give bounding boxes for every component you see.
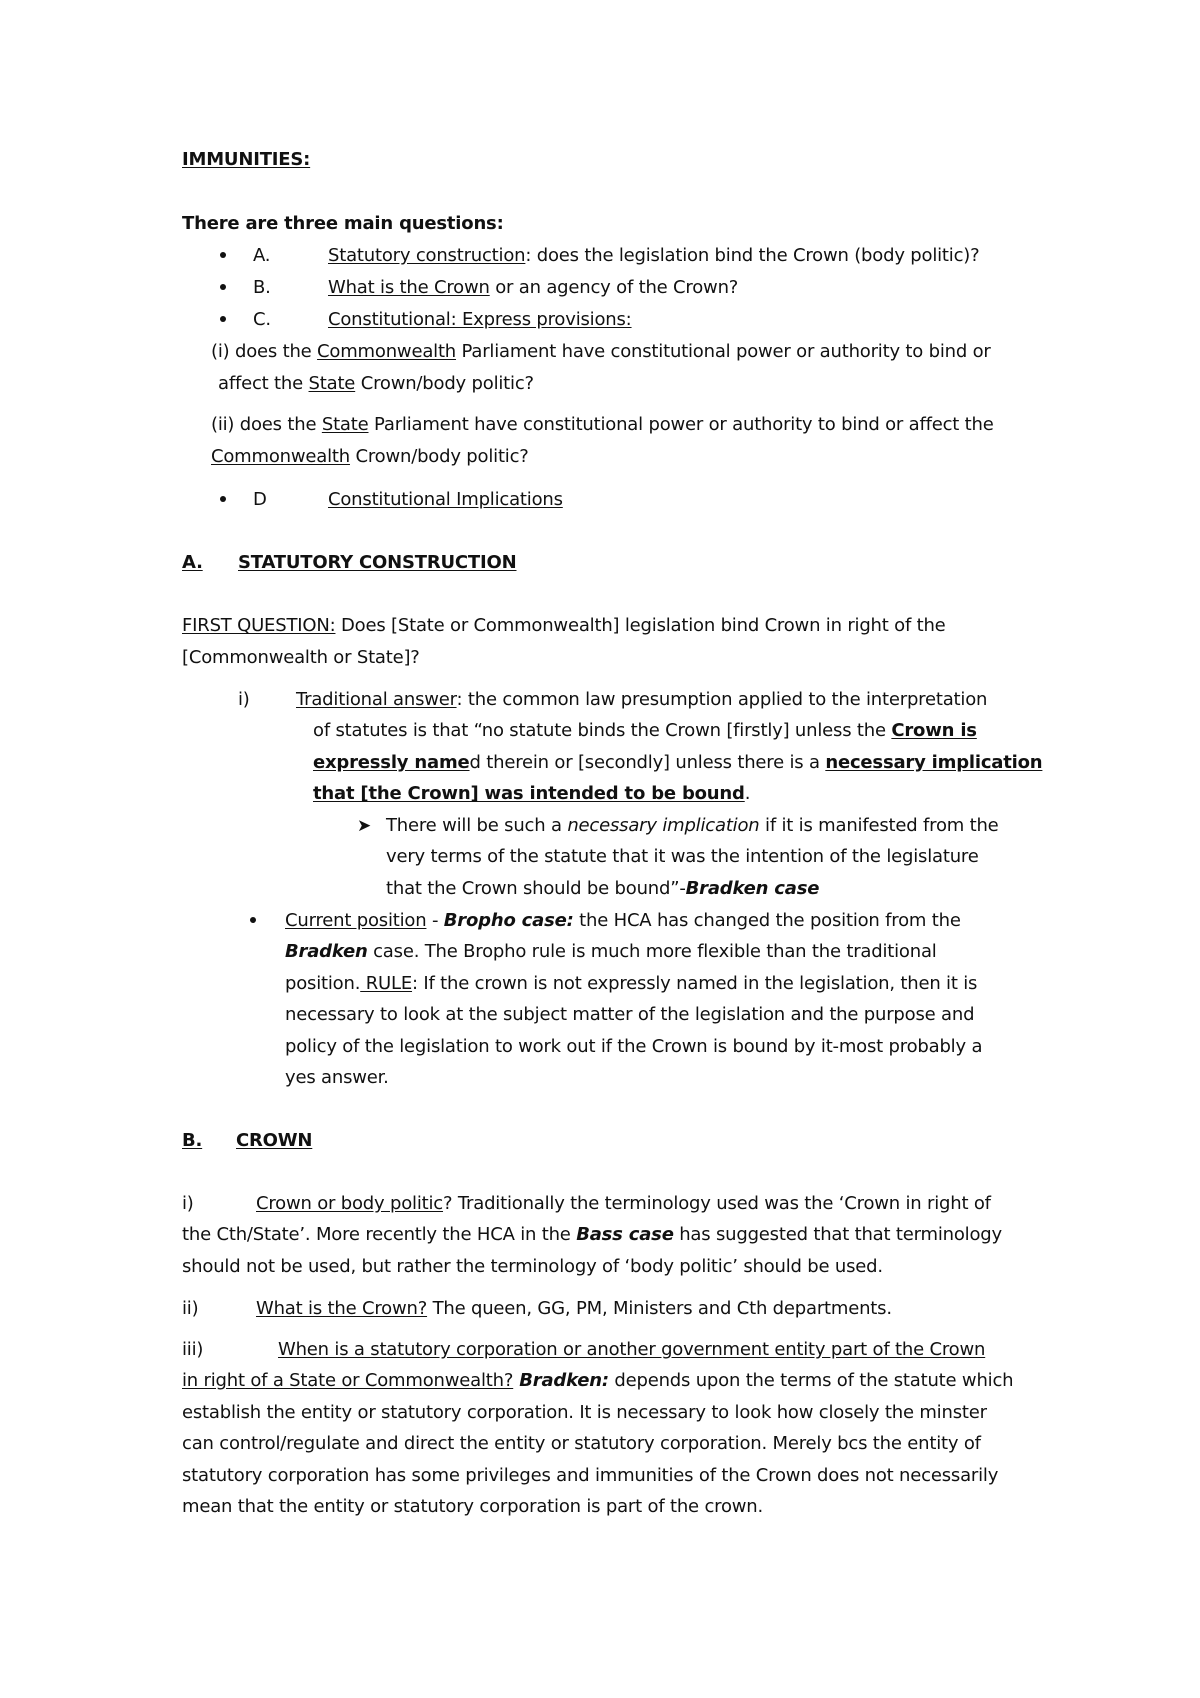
current-position-line6: yes answer. xyxy=(285,1067,389,1088)
crown-iii-line2: in right of a State or Commonwealth? Bradken: depends upon the terms of the statute which xyxy=(182,1370,1014,1391)
section-a-letter: A. xyxy=(182,552,203,573)
current-position-line4: necessary to look at the subject matter of the legislation and the purpose and xyxy=(285,1004,975,1025)
arrow-bullet-icon: ➤ xyxy=(357,816,372,836)
section-b-letter: B. xyxy=(182,1130,203,1151)
question-b xyxy=(328,277,738,299)
current-position-line3: position. RULE: If the crown is not expressly named in the legislation, then it is xyxy=(285,973,978,994)
question-a-text: : does the legislation bind the Crown (body politic)? xyxy=(525,245,980,266)
question-c-letter: C. xyxy=(253,309,271,330)
crown-ii-line: What is the Crown? The queen, GG, PM, Ministers and Cth departments. xyxy=(256,1298,892,1319)
section-b-heading: CROWN xyxy=(236,1130,313,1151)
question-b-text: or an agency of the Crown? xyxy=(489,277,739,298)
crown-i-line1: Crown or body politic? Traditionally the terminology used was the ‘Crown in right of xyxy=(256,1193,991,1214)
crown-iii-line6: mean that the entity or statutory corporation is part of the crown. xyxy=(182,1496,764,1517)
question-b-letter: B. xyxy=(253,277,271,298)
question-d-letter: D xyxy=(253,489,267,510)
traditional-answer-number: i) xyxy=(238,689,250,710)
current-position-line5: policy of the legislation to work out if the Crown is bound by it-most probably a xyxy=(285,1036,983,1057)
question-d-label: Constitutional Implications xyxy=(328,489,563,510)
traditional-answer-line3: expressly named therein or [secondly] unless there is a necessary implication xyxy=(313,752,1043,773)
crown-i-label: Crown or body politic xyxy=(256,1193,444,1214)
section-a-heading: STATUTORY CONSTRUCTION xyxy=(238,552,517,573)
question-c-ii-line2: Commonwealth Crown/body politic? xyxy=(211,446,529,467)
question-c-ii-line1: (ii) does the State Parliament have constitutional power or authority to bind or affect the xyxy=(211,414,994,435)
bullet-icon xyxy=(220,284,226,290)
question-a xyxy=(328,245,979,267)
question-c-i-line1: (i) does the Commonwealth Parliament have constitutional power or authority to bind or xyxy=(211,341,991,362)
crown-iii-line3: establish the entity or statutory corporation. It is necessary to look how closely the minster xyxy=(182,1402,987,1423)
first-question-line1: FIRST QUESTION: Does [State or Commonwealth] legislation bind Crown in right of the xyxy=(182,615,946,636)
crown-iii-line5: statutory corporation has some privileges and immunities of the Crown does not necessarily xyxy=(182,1465,999,1486)
crown-i-number: i) xyxy=(182,1193,194,1214)
traditional-answer-label: Traditional answer xyxy=(296,689,457,710)
question-c-i-line2: affect the State Crown/body politic? xyxy=(218,373,534,394)
current-position-line1: Current position - Bropho case: the HCA has changed the position from the xyxy=(285,910,961,931)
traditional-answer-line2: of statutes is that “no statute binds the Crown [firstly] unless the Crown is xyxy=(313,720,977,741)
crown-iii-label-line1: When is a statutory corporation or another government entity part of the Crown xyxy=(278,1339,986,1360)
crown-ii-number: ii) xyxy=(182,1298,199,1319)
bullet-icon xyxy=(250,917,256,923)
crown-i-line3: should not be used, but rather the terminology of ‘body politic’ should be used. xyxy=(182,1256,883,1277)
crown-ii-label: What is the Crown? xyxy=(256,1298,428,1319)
first-question-label: FIRST QUESTION: xyxy=(182,615,336,636)
crown-i-line2: the Cth/State’. More recently the HCA in the Bass case has suggested that that terminology xyxy=(182,1224,1002,1245)
traditional-answer-line4: that [the Crown] was intended to be bound. xyxy=(313,783,751,804)
crown-iii-line4: can control/regulate and direct the entity or statutory corporation. Merely bcs the entity of xyxy=(182,1433,981,1454)
traditional-answer-line1: Traditional answer: the common law presumption applied to the interpretation xyxy=(296,689,988,710)
current-position-line2: Bradken case. The Bropho rule is much more flexible than the traditional xyxy=(285,941,937,962)
question-a-label: Statutory construction xyxy=(328,245,526,266)
bullet-icon xyxy=(220,496,226,502)
question-b-label: What is the Crown xyxy=(328,277,490,298)
crown-iii-number: iii) xyxy=(182,1339,204,1360)
bullet-icon xyxy=(220,316,226,322)
page-title: IMMUNITIES: xyxy=(182,149,311,170)
question-c-label: Constitutional: Express provisions: xyxy=(328,309,632,330)
implication-line3: that the Crown should be bound”-Bradken case xyxy=(386,878,820,899)
question-a-letter: A. xyxy=(253,245,271,266)
implication-line2: very terms of the statute that it was the intention of the legislature xyxy=(386,846,979,867)
intro-text: There are three main questions: xyxy=(182,213,504,234)
bullet-icon xyxy=(220,252,226,258)
first-question-line2: [Commonwealth or State]? xyxy=(182,647,420,668)
implication-line1: There will be such a necessary implication if it is manifested from the xyxy=(386,815,999,836)
current-position-label: Current position xyxy=(285,910,427,931)
